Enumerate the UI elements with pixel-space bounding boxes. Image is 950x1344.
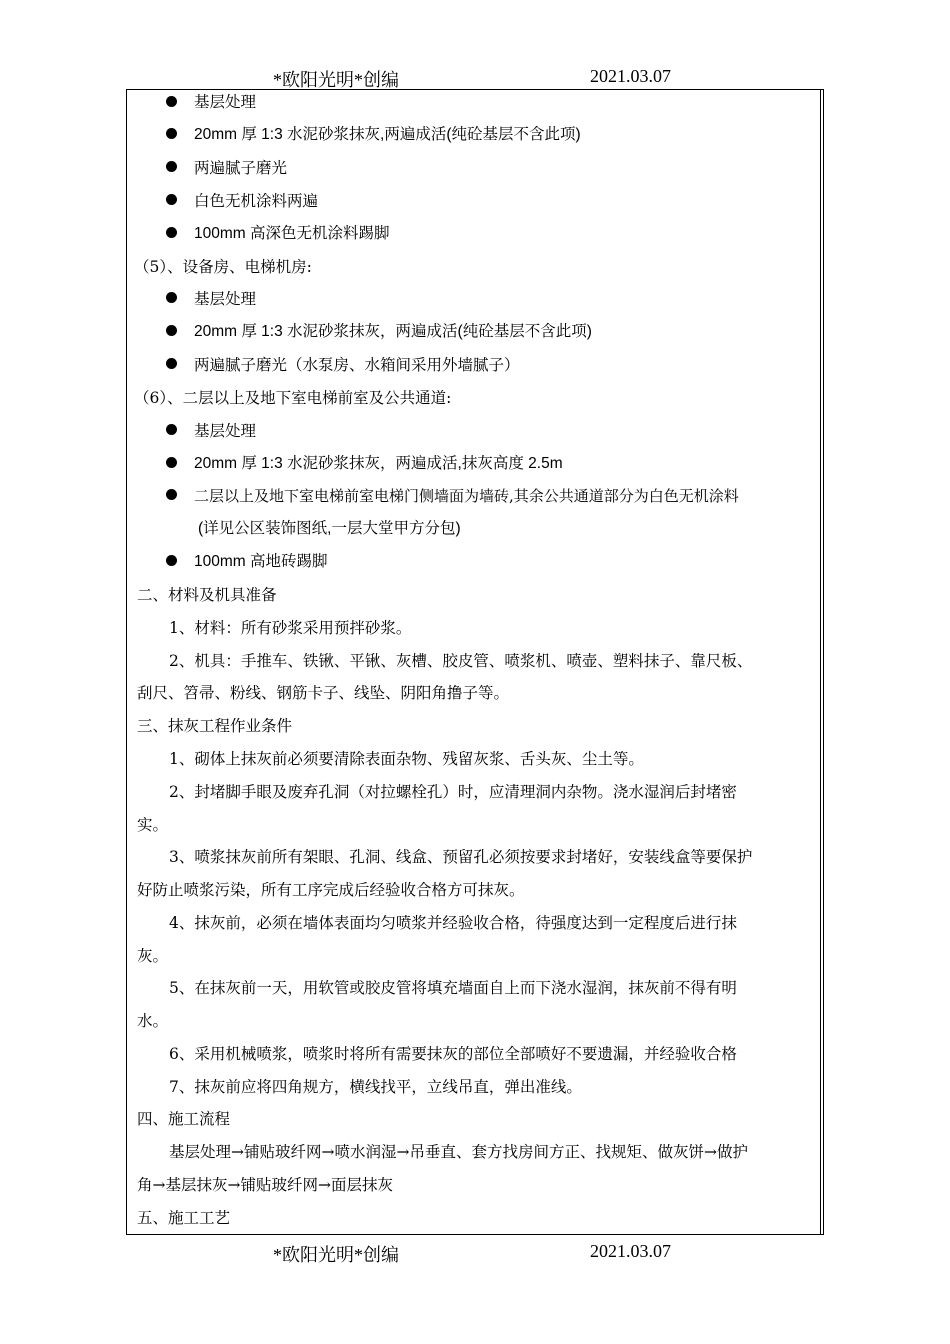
list-item: 两遍腻子磨光: [194, 159, 288, 177]
paragraph-line: 6、采用机械喷浆，喷浆时将所有需要抹灰的部位全部喷好不要遗漏，并经验收合格: [169, 1045, 737, 1063]
list-item: 20mm 厚 1:3 水泥砂浆抹灰,两遍成活(纯砼基层不含此项): [194, 126, 581, 143]
footer-date: 2021.03.07: [590, 1241, 671, 1261]
paragraph-line: 水。: [137, 1012, 169, 1030]
section-heading: 二、材料及机具准备: [137, 586, 277, 604]
paragraph-line: 刮尺、笤帚、粉线、钢筋卡子、线坠、阴阳角撸子等。: [137, 684, 510, 702]
list-item: 100mm 高地砖踢脚: [194, 553, 328, 570]
paragraph-line: 灰。: [137, 947, 169, 965]
paragraph-line: 1、砌体上抹灰前必须要清除表面杂物、残留灰浆、舌头灰、尘土等。: [169, 750, 644, 768]
paragraph-line: 4、抹灰前，必须在墙体表面均匀喷浆并经验收合格，待强度达到一定程度后进行抹: [169, 914, 737, 932]
list-item: 二层以上及地下室电梯前室电梯门侧墙面为墙砖,其余公共通道部分为白色无机涂料: [194, 487, 739, 505]
paragraph-line: 3、喷浆抹灰前所有架眼、孔洞、线盒、预留孔必须按要求封堵好，安装线盒等要保护: [169, 848, 753, 866]
bullet-icon: [166, 161, 177, 172]
paragraph-line: 实。: [137, 816, 169, 834]
list-item: 两遍腻子磨光（水泵房、水箱间采用外墙腻子）: [194, 356, 520, 374]
paragraph-line: 7、抹灰前应将四角规方，横线找平，立线吊直，弹出准线。: [169, 1078, 582, 1096]
page-footer: [0, 1241, 950, 1269]
bullet-icon: [166, 227, 177, 238]
bullet-icon: [166, 194, 177, 205]
bullet-icon: [166, 358, 177, 369]
list-item: 100mm 高深色无机涂料踢脚: [194, 225, 390, 242]
list-item: 基层处理: [194, 93, 257, 111]
list-item: 白色无机涂料两遍: [194, 192, 319, 210]
list-item: 20mm 厚 1:3 水泥砂浆抹灰，两遍成活,抹灰高度 2.5m: [194, 455, 563, 472]
bullet-icon: [166, 424, 177, 435]
footer-author: *欧阳光明*创编: [273, 1245, 399, 1265]
header-author: *欧阳光明*创编: [273, 70, 399, 90]
section-heading: 五、施工工艺: [137, 1209, 231, 1227]
section-heading: 三、抹灰工程作业条件: [137, 717, 293, 735]
paragraph-line: 5、在抹灰前一天，用软管或胶皮管将填充墙面自上而下浇水湿润，抹灰前不得有明: [169, 979, 737, 997]
list-item: 基层处理: [194, 422, 257, 440]
list-item: 20mm 厚 1:3 水泥砂浆抹灰，两遍成活(纯砼基层不含此项): [194, 323, 592, 340]
paragraph-line: 角→基层抹灰→铺贴玻纤网→面层抹灰: [137, 1176, 393, 1194]
bullet-icon: [166, 489, 177, 500]
bullet-icon: [166, 96, 177, 107]
list-item-continued: (详见公区装饰图纸,一层大堂甲方分包): [198, 520, 461, 537]
bullet-icon: [166, 457, 177, 468]
subsection-heading: （6）、二层以上及地下室电梯前室及公共通道:: [134, 389, 452, 407]
paragraph-line: 基层处理→铺贴玻纤网→喷水润湿→吊垂直、套方找房间方正、找规矩、做灰饼→做护: [169, 1143, 748, 1161]
list-item: 基层处理: [194, 290, 257, 308]
paragraph-line: 2、封堵脚手眼及废弃孔洞（对拉螺栓孔）时，应清理洞内杂物。浇水湿润后封堵密: [169, 783, 737, 801]
section-heading: 四、施工流程: [137, 1110, 231, 1128]
bullet-icon: [166, 292, 177, 303]
header-date: 2021.03.07: [590, 66, 671, 86]
bullet-icon: [166, 555, 177, 566]
bullet-icon: [166, 325, 177, 336]
bullet-icon: [166, 128, 177, 139]
paragraph-line: 好防止喷浆污染，所有工序完成后经验收合格方可抹灰。: [137, 881, 525, 899]
paragraph-line: 1、材料：所有砂浆采用预拌砂浆。: [169, 619, 412, 637]
frame-inner-border: [820, 90, 821, 1234]
paragraph-line: 2、机具：手推车、铁锹、平锹、灰槽、胶皮管、喷浆机、喷壶、塑料抹子、靠尺板、: [169, 652, 753, 670]
subsection-heading: （5）、设备房、电梯机房:: [134, 258, 312, 276]
